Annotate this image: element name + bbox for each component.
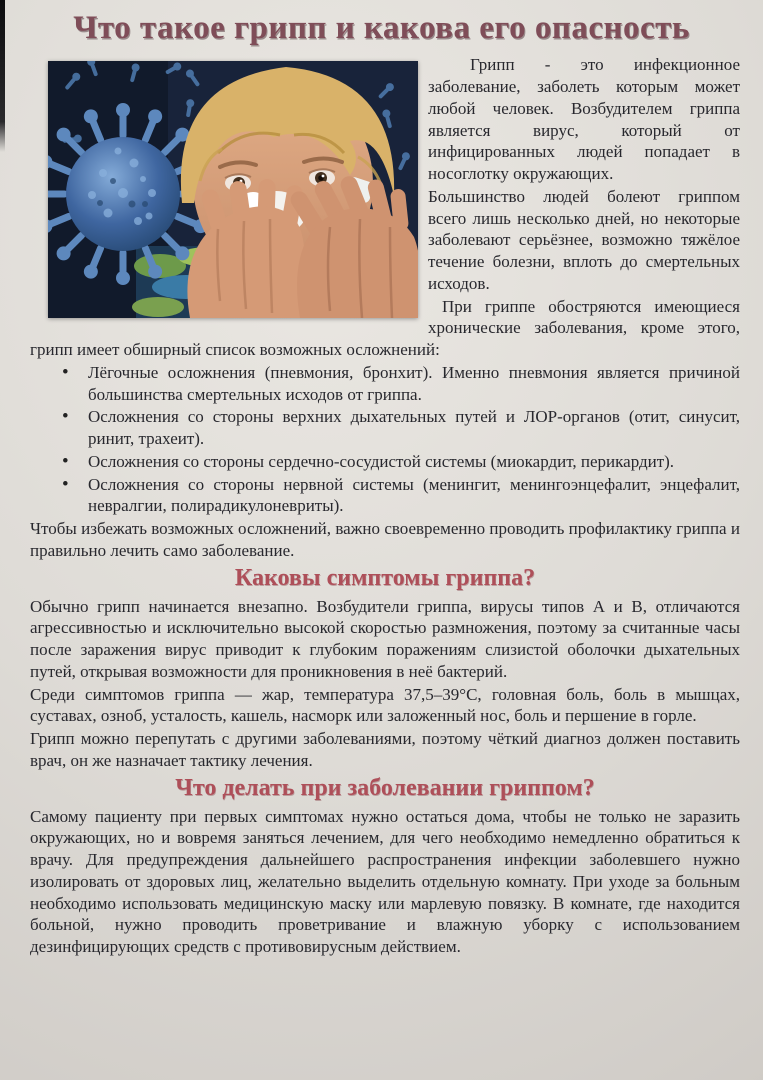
complication-item: • Лёгочные осложнения (пневмония, бронхит). Именно пневмония является причиной большинства смертельных исходов от гриппа. <box>88 362 740 406</box>
treatment-paragraph-1: Самому пациенту при первых симптомах нужно остаться дома, чтобы не только не заразить окружающих, но и вовремя заняться лечением, для чего необходимо немедленно обратиться к врачу. Для предупреждения дальнейшего распространения инфекции заболевшего нужно изолировать от здоровых лиц, желательно выделить отдельную комнату. При уходе за больным необходимо использовать медицинскую маску или марлевую повязку. В комнате, где находится больной, нужно проводить проветривание и влажную уборку с использованием дезинфицирующих средств с противовирусным действием. <box>30 806 740 957</box>
treatment-heading: Что делать при заболевании гриппом? <box>175 774 595 801</box>
intro-paragraph-1: Грипп - это инфекционное заболевание, заболеть которым может любой человек. Возбудителем гриппа является вирус, который от инфицированных людей попадает в носоглотку окружающих. <box>428 55 740 184</box>
page-title: Что такое грипп и какова его опасность <box>73 10 690 46</box>
intro-paragraph-2: Большинство людей болеют гриппом всего лишь несколько дней, но некоторые заболевают серьёзнее, возможно тяжёлое течение болезни, вплоть до смертельных исходов. <box>428 186 740 293</box>
page-edge-shadow <box>0 0 5 152</box>
complication-item: • Осложнения со стороны нервной системы (менингит, менингоэнцефалит, энцефалит, невралгии, полирадикулоневриты). <box>88 474 740 518</box>
complications-list <box>30 362 740 517</box>
symptoms-paragraph-3: Грипп можно перепутать с другими заболеваниями, поэтому чёткий диагноз должен поставить врач, он же назначает тактику лечения. <box>30 729 740 770</box>
complication-item: • Осложнения со стороны верхних дыхательных путей и ЛОР-органов (отит, синусит, ринит, трахеит). <box>88 406 740 450</box>
symptoms-paragraph-1: Обычно грипп начинается внезапно. Возбудители гриппа, вирусы типов А и В, отличаются агрессивностью и исключительно высокой скоростью размножения, поэтому за считанные часы после заражения вирус приводит к глубоким поражениям слизистой оболочки дыхательных путей, открывая возможности для проникновения в неё бактерий. <box>30 596 740 681</box>
intro-paragraph-3: При гриппе обостряются имеющиеся хронические заболевания, кроме этого, грипп имеет обширный список возможных осложнений: <box>30 296 740 360</box>
prevention-note: Чтобы избежать возможных осложнений, важно своевременно проводить профилактику гриппа и правильно лечить само заболевание. <box>30 519 740 560</box>
sick-child-photo <box>48 61 418 318</box>
symptoms-paragraph-2: Среди симптомов гриппа — жар, температура 37,5–39°С, головная боль, боль в мышцах, суставах, озноб, усталость, кашель, насморк или заложенный нос, боль и першение в горле. <box>30 684 740 726</box>
leaflet-body <box>0 54 763 958</box>
symptoms-heading: Каковы симптомы гриппа? <box>234 564 536 591</box>
sick-child-illustration <box>48 61 418 318</box>
complication-item: • Осложнения со стороны сердечно-сосудистой системы (миокардит, перикардит). <box>88 451 740 473</box>
